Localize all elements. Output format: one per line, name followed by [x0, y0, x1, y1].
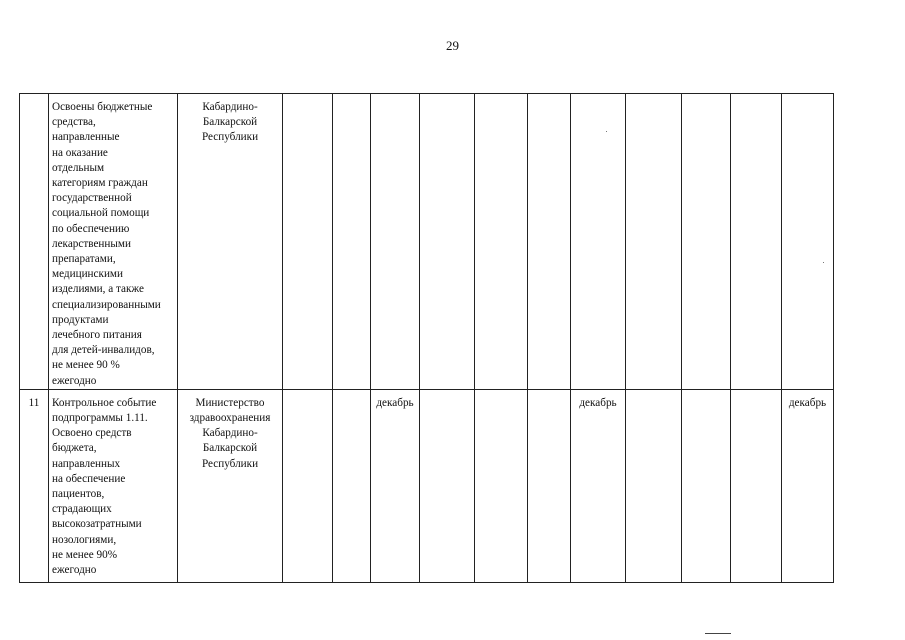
- scan-speck: [823, 262, 824, 263]
- event-description: Контрольное событие подпрограммы 1.11. Освоено средств бюджета, направленных на обеспечение пациентов, страдающих высокозатратными нозологиями, не менее 90% ежегодно: [52, 396, 157, 577]
- period-cell: [333, 389, 371, 582]
- period-cell: [528, 94, 571, 390]
- period-cell: [475, 389, 528, 582]
- period-cell: [782, 94, 834, 390]
- period-cell: [626, 389, 682, 582]
- period-cell: [682, 389, 731, 582]
- responsible-cell: [178, 94, 283, 390]
- period-cell: [283, 389, 333, 582]
- event-description: Освоены бюджетные средства, направленные на оказание отдельным категориям граждан государственной социальной помощи по обеспечению лекарственными препаратами, медицинскими изделиями, а также специализированными продуктами лечебного питания для детей-инвалидов, не менее 90 % ежегодно: [52, 101, 161, 387]
- schedule-table: [19, 93, 834, 583]
- responsible-executor: Кабардино- Балкарской Республики: [201, 101, 259, 144]
- table-row: [20, 94, 834, 390]
- event-description-cell: [49, 94, 178, 390]
- responsible-executor: Министерство здравоохранения Кабардино- Балкарской Республики: [189, 396, 271, 470]
- period-cell: декабрь: [371, 389, 420, 582]
- period-cell: [731, 94, 782, 390]
- period-cell: [475, 94, 528, 390]
- period-cell: [371, 94, 420, 390]
- row-number-cell: [20, 94, 49, 390]
- period-cell: [333, 94, 371, 390]
- period-cell: [626, 94, 682, 390]
- period-cell: [420, 94, 475, 390]
- page-number: 29: [446, 38, 459, 53]
- event-description-cell: [49, 389, 178, 582]
- period-cell: [571, 94, 626, 390]
- period-cell: [283, 94, 333, 390]
- scan-speck: [606, 131, 607, 132]
- row-number-cell: 11: [20, 389, 49, 582]
- period-cell: декабрь: [782, 389, 834, 582]
- period-cell: декабрь: [571, 389, 626, 582]
- period-cell: [682, 94, 731, 390]
- table-row: [20, 389, 834, 582]
- period-cell: [528, 389, 571, 582]
- period-cell: [420, 389, 475, 582]
- scan-edge-mark: [705, 633, 731, 636]
- responsible-cell: [178, 389, 283, 582]
- period-cell: [731, 389, 782, 582]
